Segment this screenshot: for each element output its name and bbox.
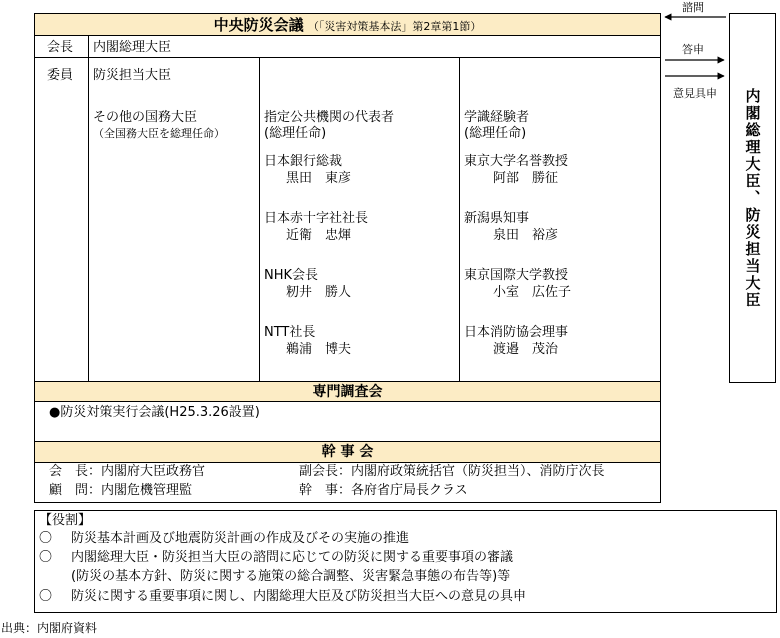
member-title: NTT社長 (264, 325, 316, 340)
public-institutions-heading: 指定公共機関の代表者 (264, 110, 395, 125)
role-item: 防災に関する重要事項に関し、内閣総理大臣及び防災担当大臣への意見の具申 (71, 589, 527, 604)
other-ministers: その他の国務大臣 (93, 110, 198, 125)
public-institutions-note: (総理任命) (264, 126, 327, 141)
bullet-icon: 〇 (39, 550, 53, 565)
members-label: 委員 (47, 68, 74, 83)
member-title: 東京大学名誉教授 (464, 154, 569, 169)
role-item-note: (防災の基本方針、防災に関する施策の総合調整、災害緊急事態の布告等)等 (71, 569, 511, 584)
council-legal-basis: （「災害対策基本法」第2章第1節） (307, 20, 482, 33)
secretariat-advisor: 顧 問：内閣危機管理監 (49, 483, 193, 498)
member-name: 小室 広佐子 (493, 285, 572, 300)
secretariat-chair: 会 長：内閣府大臣政務官 (49, 464, 206, 479)
role-item: 防災基本計画及び地震防災計画の作成及びその実施の推進 (71, 531, 410, 546)
member-title: NHK会長 (264, 268, 319, 283)
secretariat-box (34, 441, 661, 503)
member-title: 日本赤十字社社長 (264, 211, 369, 226)
member-title: 東京国際大学教授 (464, 268, 569, 283)
chair-label: 会長 (47, 40, 74, 55)
bullet-icon: 〇 (39, 589, 53, 604)
secretariat-title: 幹 事 会 (321, 444, 374, 460)
member-name: 近衛 忠煇 (286, 228, 352, 243)
member-name: 泉田 裕彦 (493, 228, 559, 243)
roles-title: 【役割】 (39, 513, 92, 528)
prime-minister-text: 内閣総理大臣、防災担当大臣 (743, 87, 762, 309)
label-column-divider (88, 36, 89, 381)
disaster-minister: 防災担当大臣 (93, 68, 172, 83)
member-name: 渡邉 茂治 (493, 342, 559, 357)
expert-committee-title: 専門調査会 (312, 384, 383, 400)
member-title: 日本消防協会理事 (464, 325, 569, 340)
member-name: 黒田 東彦 (286, 171, 352, 186)
secretariat-title-band (35, 442, 660, 463)
other-ministers-note: （全国務大臣を総理任命） (93, 127, 225, 140)
member-title: 新潟県知事 (464, 211, 530, 226)
roles-box (34, 510, 777, 613)
council-box (34, 13, 661, 382)
member-title: 日本銀行総裁 (264, 154, 343, 169)
member-name: 鵜浦 博夫 (286, 342, 352, 357)
council-title: 中央防災会議 (213, 16, 304, 34)
members-column-divider-1 (259, 58, 260, 381)
member-name: 籾井 勝人 (286, 285, 352, 300)
opinion-label: 意見具申 (673, 87, 717, 100)
experts-heading: 学識経験者 (464, 110, 530, 125)
consult-label: 諮問 (682, 1, 704, 14)
prime-minister-box (729, 13, 776, 383)
role-item: 内閣総理大臣・防災担当大臣の諮問に応じての防災に関する重要事項の審議 (71, 550, 514, 565)
chair-row-divider (35, 57, 660, 58)
report-label: 答申 (682, 43, 704, 56)
chair-value: 内閣総理大臣 (93, 40, 172, 55)
expert-committee-title-band (35, 382, 660, 402)
member-name: 阿部 勝征 (493, 171, 559, 186)
source-note: 出典：内閣府資料 (1, 621, 98, 635)
members-column-divider-2 (459, 58, 460, 381)
secretariat-directors: 幹 事：各府省庁局長クラス (299, 483, 468, 498)
secretariat-vice-chair: 副会長：内閣府政策統括官（防災担当）、消防庁次長 (299, 464, 605, 479)
bullet-icon: 〇 (39, 531, 53, 546)
council-title-band (35, 14, 660, 36)
expert-committee-box (34, 381, 661, 442)
experts-note: (総理任命) (464, 126, 527, 141)
expert-committee-item: ●防災対策実行会議(H25.3.26設置) (49, 405, 260, 420)
